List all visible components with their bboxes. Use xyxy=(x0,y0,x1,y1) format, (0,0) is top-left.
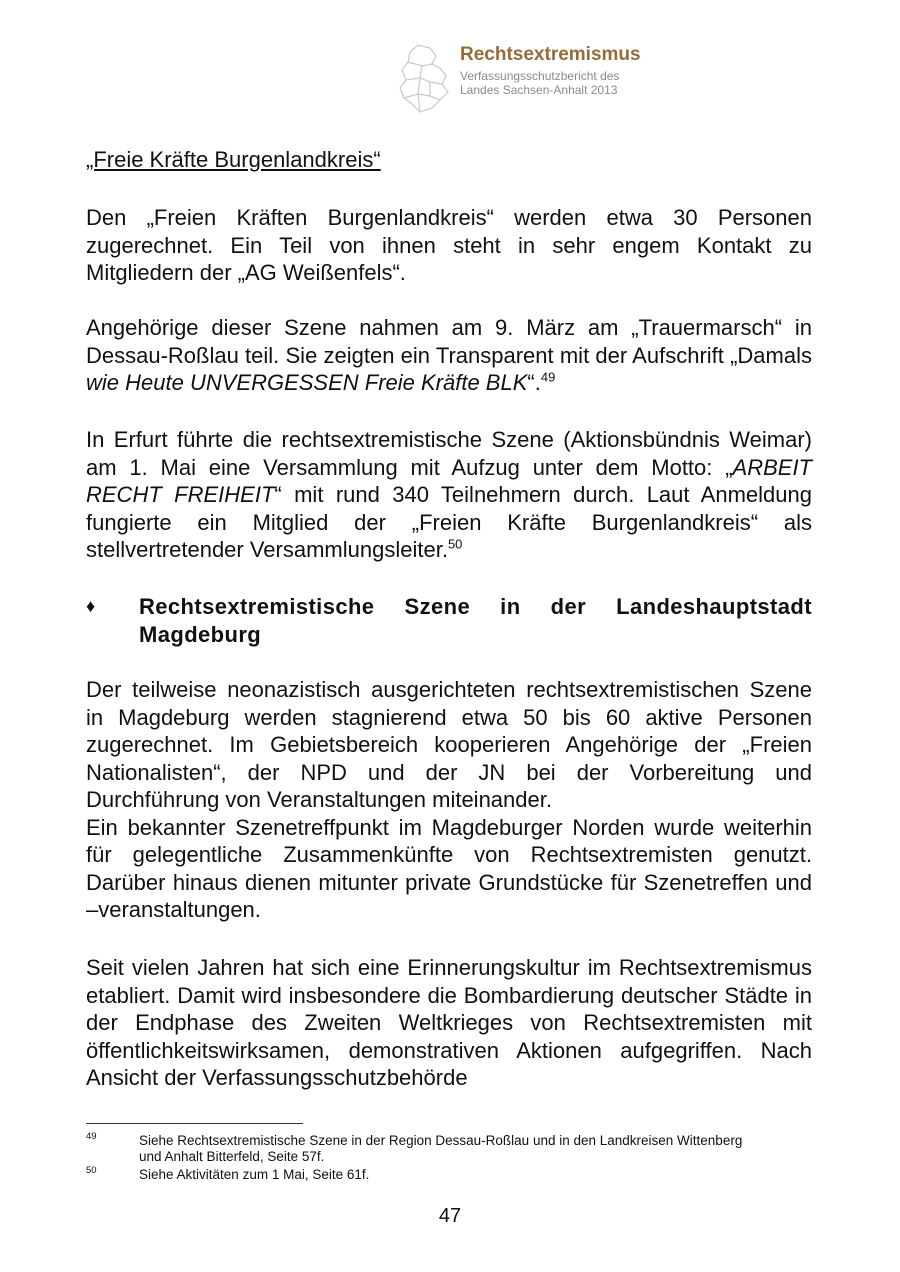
paragraph-2-text-a: Angehörige dieser Szene nahmen am 9. März am „Trauermarsch“ in Dessau-Roßlau teil. Sie zeigten ein Transparent mit der Aufschrift „Damals xyxy=(86,315,812,368)
motto-quote: ARBEIT RECHT FREIHEIT xyxy=(86,454,812,507)
header-subtitle-line1: Verfassungsschutzbericht des xyxy=(460,69,620,83)
paragraph-3-text-b: “ mit rund 340 Teilnehmern durch. Laut Anmeldung fungierte ein Mitglied der „Freien Kräfte Burgenlandkreis“ als stellvertretender Versammlungsleiter. xyxy=(86,482,812,562)
page-number: 47 xyxy=(438,1205,462,1227)
paragraph-6 xyxy=(86,954,812,1092)
paragraph-4-text: Der teilweise neonazistisch ausgerichteten rechtsextremistischen Szene in Magdeburg werden stagnierend etwa 50 bis 60 aktive Personen zugerechnet. Im Gebietsbereich kooperieren Angehörige der „Freien Nationalisten“, der NPD und der JN bei der Vorbereitung und Durchführung von Veranstaltungen miteinander. xyxy=(86,677,812,812)
banner-quote: wie Heute UNVERGESSEN Freie Kräfte BLK xyxy=(86,370,528,395)
footnote-50-number: 50 xyxy=(86,1165,97,1176)
paragraph-2-text-b: “. xyxy=(527,370,541,395)
page-header xyxy=(396,42,696,116)
paragraph-3-text-a: In Erfurt führte die rechtsextremistische Szene (Aktionsbündnis Weimar) am 1. Mai eine Versammlung mit Aufzug unter dem Motto: „ xyxy=(86,427,812,480)
paragraph-6-text: Seit vielen Jahren hat sich eine Erinnerungskultur im Rechtsextremismus etabliert. Damit wird insbesondere die Bombardierung deutscher Städte in der Endphase des Zweiten Weltkrieges von Rechtsextremisten mit öffentlichkeitswirksamen, demonstrativen Aktionen aufgegriffen. Nach Ansicht der Verfassungsschutzbehörde xyxy=(86,955,812,1090)
footnote-divider xyxy=(86,1123,303,1124)
footnote-49-number: 49 xyxy=(86,1131,97,1142)
footnote-ref-49[interactable]: 49 xyxy=(540,369,556,385)
saxony-anhalt-map-icon xyxy=(396,42,454,114)
paragraph-4 xyxy=(86,676,812,924)
section-heading: „Freie Kräfte Burgenlandkreis“ xyxy=(86,147,381,172)
paragraph-2 xyxy=(86,314,812,397)
footnote-ref-50[interactable]: 50 xyxy=(447,536,463,552)
paragraph-1 xyxy=(86,204,812,287)
bullet-diamond-icon: ♦ xyxy=(86,596,96,616)
footnote-49-text: Siehe Rechtsextremistische Szene in der Region Dessau-Roßlau und in den Landkreisen Wittenberg und Anhalt Bitterfeld, Seite 57f. xyxy=(139,1133,743,1164)
header-subtitle-line2: Landes Sachsen-Anhalt 2013 xyxy=(460,83,618,97)
paragraph-3 xyxy=(86,426,812,564)
paragraph-5-text: Ein bekannter Szenetreffpunkt im Magdeburger Norden wurde weiterhin für gelegentliche Zusammenkünfte von Rechtsextremisten genutzt. Darüber hinaus dienen mitunter private Grundstücke für Szenetreffen und –veranstaltungen. xyxy=(86,814,812,922)
header-title: Rechtsextremismus xyxy=(460,44,641,65)
footnote-50-text: Siehe Aktivitäten zum 1 Mai, Seite 61f. xyxy=(139,1167,370,1182)
subsection-heading: Rechtsextremistische Szene in der Landeshauptstadt Magdeburg xyxy=(139,594,812,647)
paragraph-1-text: Den „Freien Kräften Burgenlandkreis“ werden etwa 30 Personen zugerechnet. Ein Teil von ihnen steht in sehr engem Kontakt zu Mitgliedern der „AG Weißenfels“. xyxy=(86,205,812,285)
